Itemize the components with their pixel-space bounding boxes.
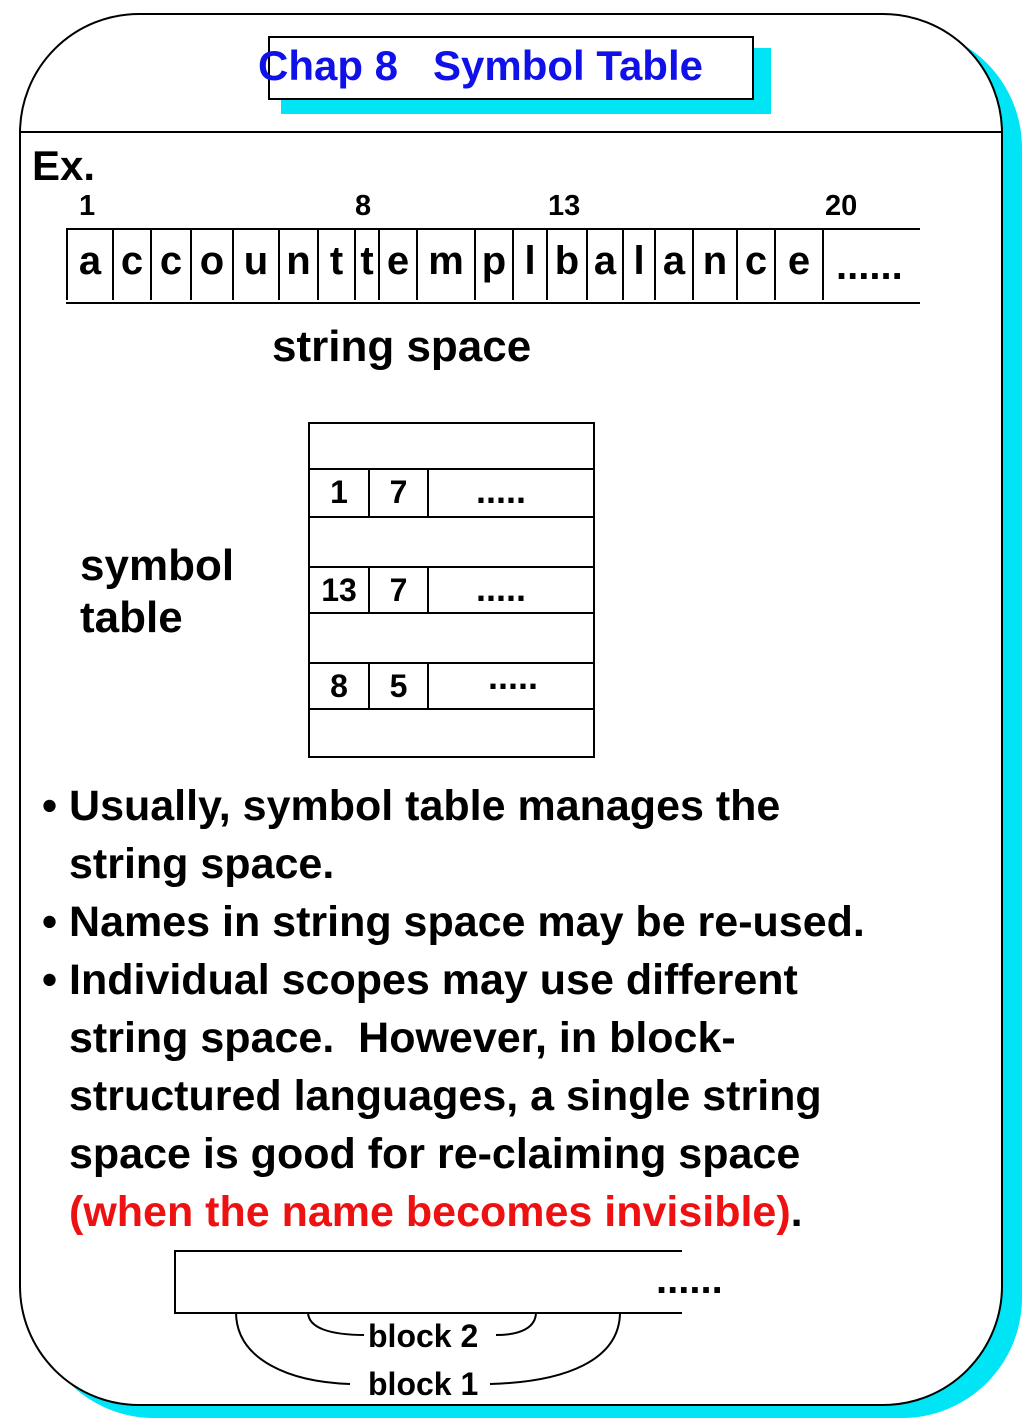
bullet-continuation: structured languages, a single string bbox=[69, 1072, 822, 1120]
index-marker-13: 13 bbox=[548, 190, 581, 222]
block-2-label: block 2 bbox=[364, 1318, 482, 1355]
string-cell: u bbox=[232, 228, 278, 300]
string-cell: t bbox=[354, 228, 378, 300]
bullet-continuation: space is good for re-claiming space bbox=[69, 1130, 801, 1178]
example-label: Ex. bbox=[32, 142, 96, 189]
string-space-ellipsis: ...... bbox=[836, 244, 903, 288]
string-cell: e bbox=[774, 228, 824, 300]
string-cell: t bbox=[317, 228, 354, 300]
index-marker-8: 8 bbox=[355, 190, 372, 222]
symbol-table-label-line1: symbol bbox=[80, 541, 235, 590]
highlight-note: (when the name becomes invisible) bbox=[69, 1188, 791, 1236]
entry-rest: ..... bbox=[488, 656, 539, 697]
entry-start: 1 bbox=[330, 474, 348, 510]
index-marker-20: 20 bbox=[825, 190, 858, 222]
string-cell: m bbox=[416, 228, 474, 300]
index-marker-1: 1 bbox=[79, 190, 96, 222]
string-cell: n bbox=[692, 228, 736, 300]
note-period: . bbox=[790, 1188, 803, 1236]
block2-bracket-right bbox=[496, 1312, 536, 1335]
bullet-text: Names in string space may be re-used. bbox=[69, 898, 865, 946]
string-cell: l bbox=[512, 228, 546, 300]
bullet-text: Usually, symbol table manages the bbox=[69, 782, 781, 830]
string-cell: o bbox=[190, 228, 232, 300]
string-cell: n bbox=[278, 228, 317, 300]
bullet-item: • Individual scopes may use different bbox=[42, 956, 798, 1004]
page-title: Chap 8 Symbol Table bbox=[258, 42, 703, 89]
block-ellipsis: ...... bbox=[656, 1258, 723, 1302]
entry-length: 7 bbox=[389, 572, 408, 608]
string-cell: p bbox=[474, 228, 512, 300]
string-cell: a bbox=[654, 228, 692, 300]
string-cell: b bbox=[546, 228, 586, 300]
string-cell: e bbox=[378, 228, 416, 300]
block-1-label: block 1 bbox=[364, 1366, 482, 1403]
string-cell: c bbox=[736, 228, 774, 300]
entry-rest: ..... bbox=[476, 568, 527, 609]
bullet-item: • Usually, symbol table manages the bbox=[42, 782, 781, 830]
string-cell: a bbox=[586, 228, 622, 300]
entry-rest: ..... bbox=[476, 470, 527, 511]
bullet-item: • Names in string space may be re-used. bbox=[42, 898, 865, 946]
entry-length: 7 bbox=[389, 474, 408, 510]
entry-start: 13 bbox=[321, 572, 357, 608]
string-space-label: string space bbox=[272, 322, 532, 371]
block2-bracket-left bbox=[308, 1312, 365, 1335]
string-cell: a bbox=[66, 228, 112, 300]
bullet-continuation: string space. bbox=[69, 840, 335, 888]
bullet-continuation: string space. However, in block- bbox=[69, 1014, 736, 1062]
block1-bracket-left bbox=[236, 1312, 350, 1384]
block1-bracket-right bbox=[490, 1312, 620, 1384]
bullet-text: Individual scopes may use different bbox=[69, 956, 798, 1004]
string-cell: l bbox=[622, 228, 654, 300]
entry-length: 5 bbox=[389, 668, 408, 704]
string-cell: c bbox=[112, 228, 150, 300]
string-cell: c bbox=[150, 228, 190, 300]
symbol-table-label-line2: table bbox=[80, 593, 183, 642]
entry-start: 8 bbox=[330, 668, 348, 704]
